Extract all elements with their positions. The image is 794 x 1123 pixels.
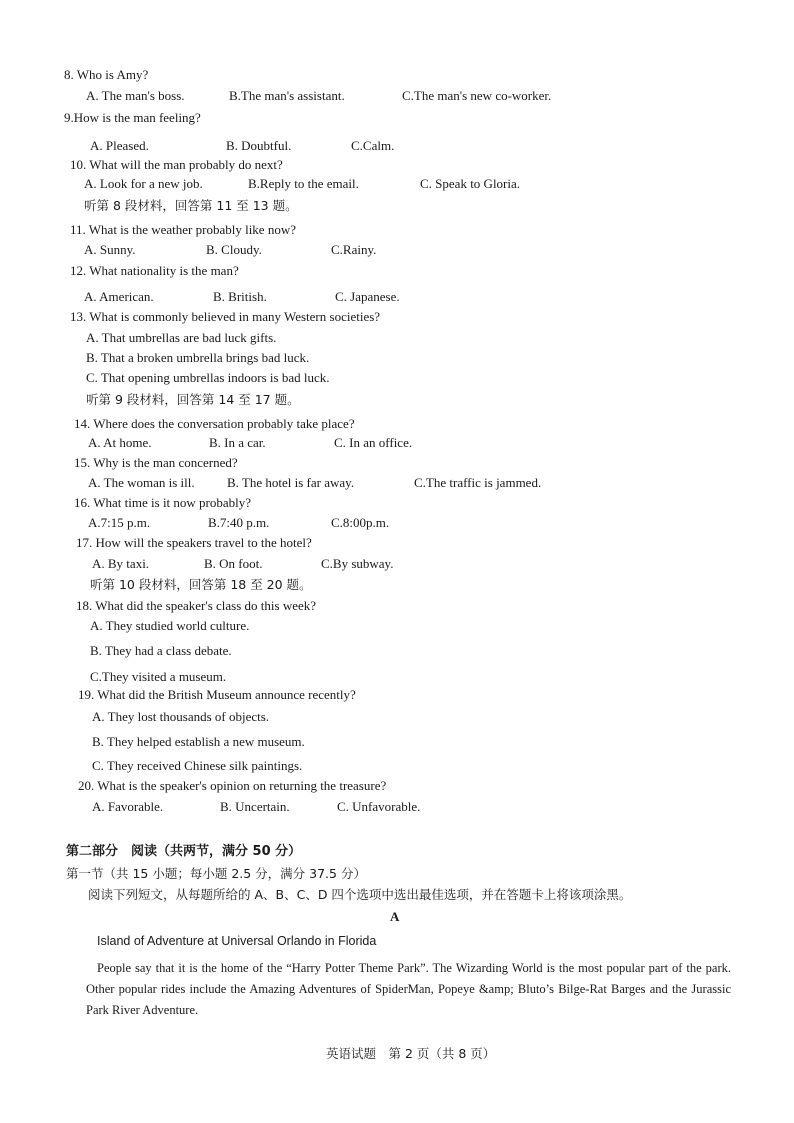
option-a: A. At home. [88, 435, 152, 450]
option-a: A. Favorable. [92, 799, 164, 814]
question-11-stem: 11. What is the weather probably like now? [70, 222, 296, 237]
option-b: B.Reply to the email. [248, 176, 359, 191]
question-14-stem: 14. Where does the conversation probably take place? [74, 416, 355, 431]
option-a: A. By taxi. [92, 556, 150, 571]
section-note-9: 听第 9 段材料，回答第 14 至 17 题。 [86, 392, 300, 407]
part-two-title: 第二部分 阅读（共两节，满分 50 分） [66, 844, 302, 859]
question-13-option-c: C. That opening umbrellas indoors is bad luck. [86, 370, 330, 385]
section-one-heading: 第一节（共 15 小题；每小题 2.5 分，满分 37.5 分） [66, 866, 366, 881]
option-c: C.Rainy. [331, 242, 377, 257]
option-a: A. Look for a new job. [84, 176, 203, 191]
question-18-option-a: A. They studied world culture. [90, 618, 250, 633]
reading-instruction: 阅读下列短文，从每题所给的 A、B、C、D 四个选项中选出最佳选项，并在答题卡上将该项涂黑。 [88, 887, 632, 902]
question-13-option-b: B. That a broken umbrella brings bad luck. [86, 350, 310, 365]
option-c: C. In an office. [334, 435, 413, 450]
question-8-stem: 8. Who is Amy? [64, 67, 149, 82]
option-c: C.The man's new co-worker. [402, 88, 552, 103]
page-footer: 英语试题 第 2 页（共 8 页） [326, 1046, 496, 1061]
option-c: C.8:00p.m. [331, 515, 390, 530]
option-a: A. The man's boss. [86, 88, 185, 103]
option-a: A.7:15 p.m. [88, 515, 151, 530]
section-note-10: 听第 10 段材料，回答第 18 至 20 题。 [90, 577, 312, 592]
option-a: A. Pleased. [90, 138, 149, 153]
option-c: C.By subway. [321, 556, 394, 571]
option-b: B.7:40 p.m. [208, 515, 270, 530]
option-b: B. British. [213, 289, 267, 304]
option-a: A. American. [84, 289, 154, 304]
question-19-option-c: C. They received Chinese silk paintings. [92, 758, 303, 773]
question-9-stem: 9.How is the man feeling? [64, 110, 201, 125]
question-15-stem: 15. Why is the man concerned? [74, 455, 238, 470]
question-19-option-b: B. They helped establish a new museum. [92, 734, 305, 749]
question-18-stem: 18. What did the speaker's class do this week? [76, 598, 317, 613]
question-19-option-a: A. They lost thousands of objects. [92, 709, 270, 724]
question-19-stem: 19. What did the British Museum announce recently? [78, 687, 356, 702]
question-20-stem: 20. What is the speaker's opinion on returning the treasure? [78, 778, 387, 793]
question-10-stem: 10. What will the man probably do next? [70, 157, 283, 172]
passage-title: Island of Adventure at Universal Orlando in Florida [97, 934, 377, 948]
question-18-option-b: B. They had a class debate. [90, 643, 232, 658]
question-13-option-a: A. That umbrellas are bad luck gifts. [86, 330, 277, 345]
option-b: B. On foot. [204, 556, 263, 571]
option-b: B. Doubtful. [226, 138, 292, 153]
option-c: C.The traffic is jammed. [414, 475, 542, 490]
option-b: B. In a car. [209, 435, 266, 450]
option-b: B.The man's assistant. [229, 88, 345, 103]
option-b: B. Uncertain. [220, 799, 290, 814]
section-note-8: 听第 8 段材料，回答第 11 至 13 题。 [84, 198, 298, 213]
option-b: B. Cloudy. [206, 242, 262, 257]
option-c: C. Japanese. [335, 289, 400, 304]
question-17-stem: 17. How will the speakers travel to the hotel? [76, 535, 312, 550]
option-c: C. Speak to Gloria. [420, 176, 521, 191]
question-13-stem: 13. What is commonly believed in many Western societies? [70, 309, 381, 324]
passage-paragraph: People say that it is the home of the “Harry Potter Theme Park”. The Wizarding World is the most popular part of the park. Other popular rides include the Amazing Adventures of SpiderMan, Popeye &amp; Bluto’s Bilge-Rat Barges and the Jurassic Park River Adventure. [86, 961, 731, 1017]
question-18-option-c: C.They visited a museum. [90, 669, 227, 684]
option-a: A. Sunny. [84, 242, 136, 257]
option-c: C.Calm. [351, 138, 395, 153]
question-12-stem: 12. What nationality is the man? [70, 263, 239, 278]
option-c: C. Unfavorable. [337, 799, 421, 814]
option-a: A. The woman is ill. [88, 475, 195, 490]
option-b: B. The hotel is far away. [227, 475, 355, 490]
question-16-stem: 16. What time is it now probably? [74, 495, 252, 510]
passage-label: A [390, 909, 400, 924]
